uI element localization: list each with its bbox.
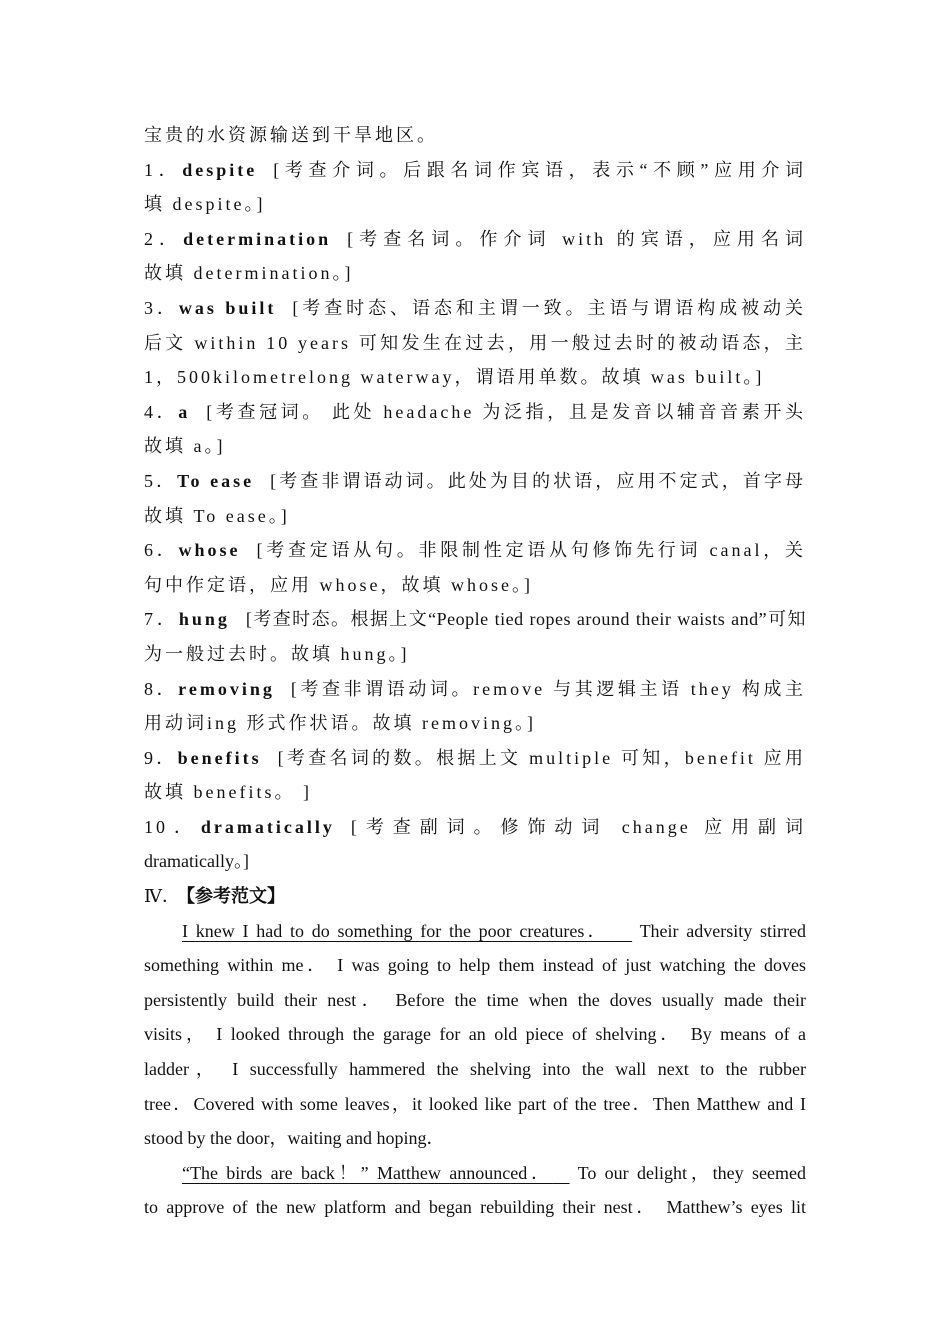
answer-explanation: [考查定语从句。非限制性定语从句修饰先行词 canal，关 xyxy=(256,540,806,561)
answer-item-8 xyxy=(144,672,806,741)
answer-word: hung xyxy=(178,609,230,630)
answer-explanation: 句中作定语，应用 whose，故填 whose。] xyxy=(144,574,533,595)
essay-paragraph-2 xyxy=(144,1156,806,1225)
answer-explanation: dramatically。] xyxy=(144,851,249,872)
answer-item-3 xyxy=(144,291,806,395)
essay-line: something within me． I was going to help them instead of just watching the doves xyxy=(144,955,806,976)
answer-number: 9． xyxy=(144,747,178,768)
answer-number: 3． xyxy=(144,297,179,318)
essay-text: To our delight，they seemed xyxy=(577,1162,806,1183)
essay-paragraph-1 xyxy=(144,914,806,1156)
answer-number: 5． xyxy=(144,470,178,491)
answer-number: 4． xyxy=(144,401,179,422)
answer-explanation: 故填 determination。] xyxy=(144,263,354,284)
essay-line: stood by the door，waiting and hoping． xyxy=(144,1128,445,1149)
answer-item-1 xyxy=(144,153,806,222)
answer-explanation: 故填 a。] xyxy=(144,436,226,457)
answer-item-4 xyxy=(144,395,806,464)
essay-line: tree．Covered with some leaves，it looked like part of the tree．Then Matthew and I xyxy=(144,1093,806,1114)
answer-explanation: [考查时态。根据上文“People tied ropes around their waists and”可知 xyxy=(245,609,806,630)
answer-number: 8． xyxy=(144,678,179,699)
answer-explanation: [考查名词。作介词 with 的宾语，应用名词 xyxy=(347,228,806,249)
answer-explanation: [考查冠词。 此处 headache 为泛指，且是发音以辅音音素开头 xyxy=(206,401,806,422)
answer-explanation: 用动词ing 形式作状语。故填 removing。] xyxy=(144,713,536,734)
section-title: 【参考范文】 xyxy=(185,886,285,907)
essay-line: persistently build their nest． Before the time when the doves usually made their xyxy=(144,989,806,1010)
answer-word: To ease xyxy=(177,470,255,491)
essay-line: to approve of the new platform and began rebuilding their nest． Matthew’s eyes lit xyxy=(144,1197,806,1218)
continued-line: 宝贵的水资源输送到干旱地区。 xyxy=(144,125,438,145)
answer-word: benefits xyxy=(177,747,262,768)
answer-item-5 xyxy=(144,464,806,533)
answer-word: dramatically xyxy=(200,816,335,837)
answer-number: 2． xyxy=(144,228,184,249)
section-heading xyxy=(144,879,806,914)
answer-explanation: 填 despite。] xyxy=(144,194,266,215)
section-number: Ⅳ． xyxy=(144,886,180,907)
essay-text: Their adversity stirred xyxy=(639,920,806,941)
answer-explanation: [考查非谓语动词。remove 与其逻辑主语 they 构成主 xyxy=(290,678,806,699)
underline-gap xyxy=(553,1163,570,1183)
answer-explanation: 后文 within 10 years 可知发生在过去，用一般过去时的被动语态，主 xyxy=(144,332,806,353)
answer-explanation: 故填 benefits。 ] xyxy=(144,782,312,803)
answer-number: 10． xyxy=(144,816,201,837)
answer-word: determination xyxy=(183,228,332,249)
answer-explanation: 为一般过去时。故填 hung。] xyxy=(144,643,410,664)
answer-word: was built xyxy=(178,297,277,318)
answer-explanation: [考查非谓语动词。此处为目的状语，应用不定式，首字母 xyxy=(270,470,806,491)
answer-number: 7． xyxy=(144,609,179,630)
answer-explanation: [考查时态、语态和主谓一致。主语与谓语构成被动关 xyxy=(292,297,806,318)
answer-explanation: [考查介词。后跟名词作宾语，表示“不顾”应用介词 xyxy=(273,159,806,180)
answer-word: removing xyxy=(178,678,275,699)
answer-explanation: [考查名词的数。根据上文 multiple 可知，benefit 应用 xyxy=(277,747,806,768)
answer-item-9 xyxy=(144,741,806,810)
answer-word: a xyxy=(178,401,191,422)
answer-item-10 xyxy=(144,810,806,879)
answer-explanation: [考查副词。修饰动词 change 应用副词 xyxy=(350,816,806,837)
underlined-sentence: “The birds are back！” Matthew announced． xyxy=(182,1162,553,1183)
answer-item-7 xyxy=(144,602,806,671)
underlined-sentence: I knew I had to do something for the poor creatures． xyxy=(182,920,609,941)
underline-gap xyxy=(609,921,632,941)
answer-word: despite xyxy=(182,159,258,180)
answer-item-6 xyxy=(144,533,806,602)
answer-word: whose xyxy=(178,540,241,561)
answer-number: 1． xyxy=(144,159,183,180)
answer-explanation: 故填 To ease。] xyxy=(144,505,290,526)
answer-number: 6． xyxy=(144,540,179,561)
answer-explanation: 1，500kilometrelong waterway，谓语用单数。故填 was built。] xyxy=(144,367,765,388)
document-page xyxy=(144,118,806,1225)
essay-line: visits， I looked through the garage for an old piece of shelving． By means of a xyxy=(144,1024,806,1045)
answer-item-2 xyxy=(144,222,806,291)
essay-line: ladder， I successfully hammered the shelving into the wall next to the rubber xyxy=(144,1059,806,1080)
